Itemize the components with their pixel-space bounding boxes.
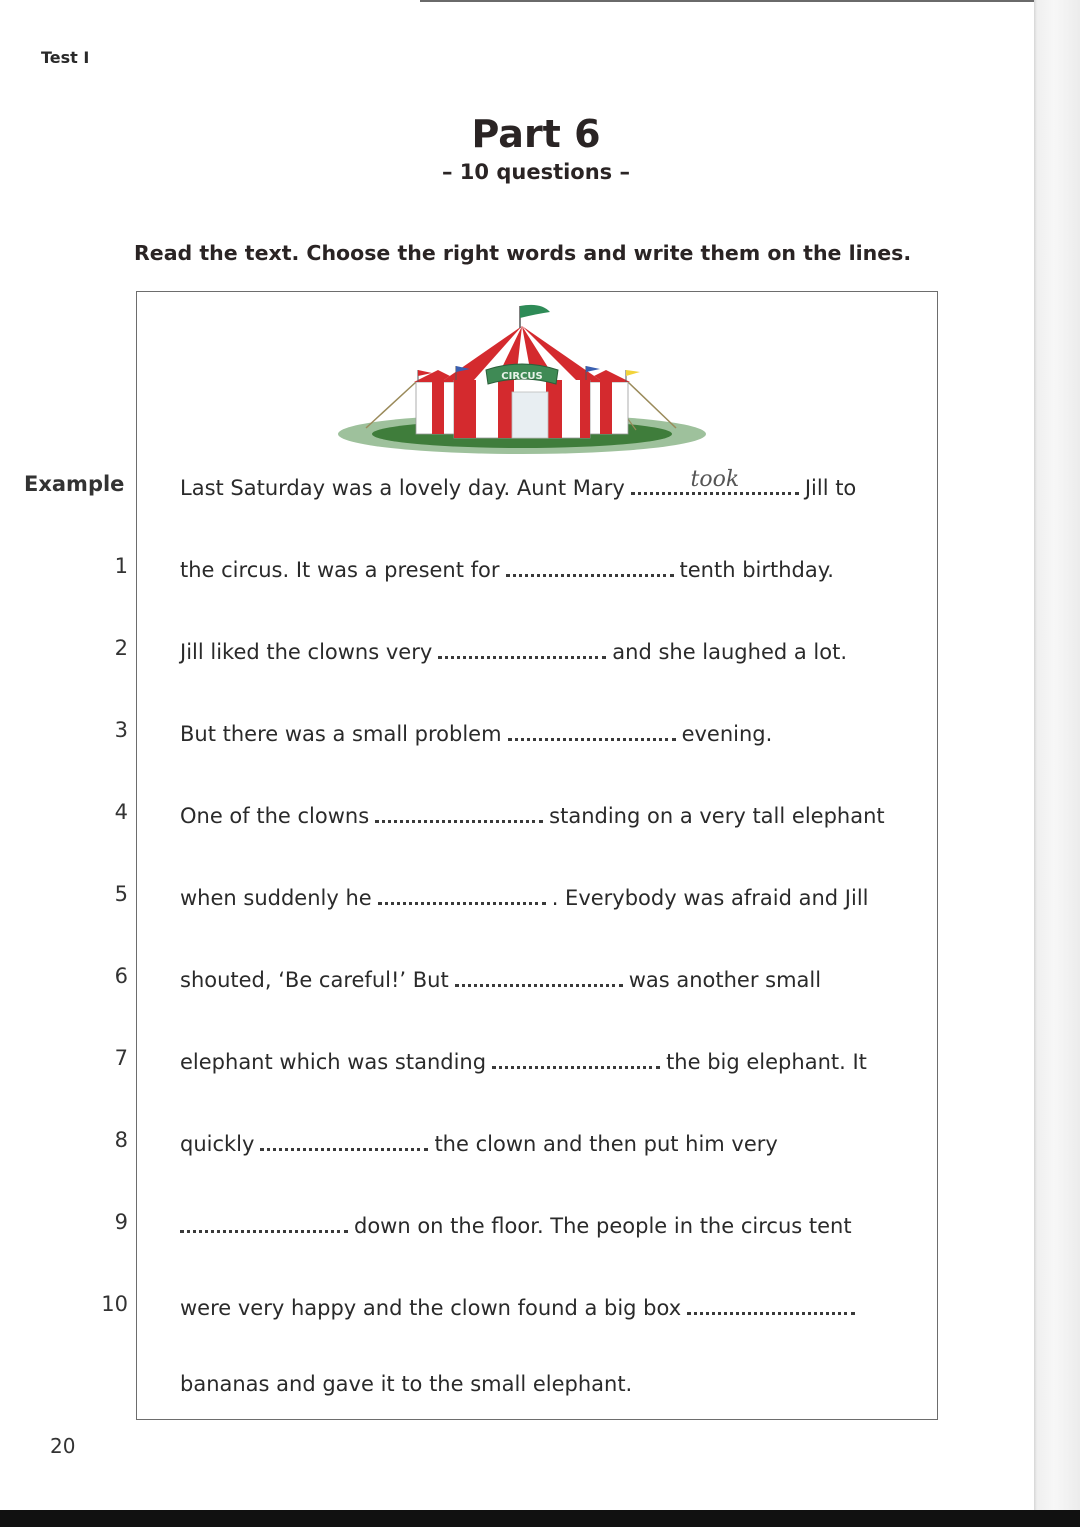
question-number-7: 7 xyxy=(114,1046,128,1070)
circus-tent-illustration xyxy=(336,300,708,460)
question-number-8: 8 xyxy=(114,1128,128,1152)
exercise-box xyxy=(136,291,938,1420)
answer-blank-3[interactable] xyxy=(508,716,676,741)
question-number-10: 10 xyxy=(101,1292,128,1316)
page-subtitle: – 10 questions – xyxy=(442,160,630,184)
line-text-before: Jill liked the clowns very xyxy=(180,640,433,664)
line-text-after: tenth birthday. xyxy=(679,558,834,582)
answer-blank-example[interactable] xyxy=(631,467,799,495)
text-line-9 xyxy=(180,1208,920,1238)
line-text-before: elephant which was standing xyxy=(180,1050,487,1074)
page-top-edge xyxy=(420,0,1040,2)
test-label: Test I xyxy=(41,48,90,67)
scan-bottom-edge xyxy=(0,1510,1080,1527)
line-text-before: Last Saturday was a lovely day. Aunt Mary xyxy=(180,476,625,500)
line-text-after: the clown and then put him very xyxy=(434,1132,778,1156)
question-number-3: 3 xyxy=(114,718,128,742)
line-text-after: and she laughed a lot. xyxy=(612,640,848,664)
question-number-1: 1 xyxy=(114,554,128,578)
text-line-5 xyxy=(180,880,920,910)
text-line-3 xyxy=(180,716,920,746)
text-line-4 xyxy=(180,798,920,828)
line-text-before: quickly xyxy=(180,1132,255,1156)
answer-blank-10[interactable] xyxy=(687,1290,855,1315)
line-text-after: . Everybody was afraid and Jill xyxy=(551,886,869,910)
question-number-6: 6 xyxy=(114,964,128,988)
text-line-10 xyxy=(180,1290,920,1320)
answer-blank-2[interactable] xyxy=(438,634,606,659)
line-text-after: was another small xyxy=(628,968,822,992)
answer-blank-4[interactable] xyxy=(375,798,543,823)
example-label: Example xyxy=(24,472,125,496)
answer-blank-9[interactable] xyxy=(180,1208,348,1233)
answer-blank-1[interactable] xyxy=(506,552,674,577)
line-text-after: the big elephant. It xyxy=(666,1050,867,1074)
line-text-after: evening. xyxy=(681,722,773,746)
text-line-8 xyxy=(180,1126,920,1156)
line-text-after: Jill to xyxy=(804,476,857,500)
line-text-before: bananas and gave it to the small elephant. xyxy=(180,1372,633,1396)
answer-blank-8[interactable] xyxy=(260,1126,428,1151)
line-text-before: One of the clowns xyxy=(180,804,370,828)
line-text-after: down on the floor. The people in the circus tent xyxy=(354,1214,852,1238)
line-text-before: shouted, ‘Be careful!’ But xyxy=(180,968,449,992)
question-number-5: 5 xyxy=(114,882,128,906)
page-fold-shadow xyxy=(1034,0,1080,1510)
answer-blank-5[interactable] xyxy=(378,880,546,905)
question-number-4: 4 xyxy=(114,800,128,824)
text-line-7 xyxy=(180,1044,920,1074)
answer-blank-6[interactable] xyxy=(455,962,623,987)
tent-sign-text: CIRCUS xyxy=(501,371,543,382)
line-text-before: But there was a small problem xyxy=(180,722,502,746)
text-line-1 xyxy=(180,552,920,582)
question-number-2: 2 xyxy=(114,636,128,660)
text-line-6 xyxy=(180,962,920,992)
answer-blank-7[interactable] xyxy=(492,1044,660,1069)
text-line-final xyxy=(180,1372,920,1396)
line-text-before: the circus. It was a present for xyxy=(180,558,500,582)
line-text-before: when suddenly he xyxy=(180,886,372,910)
page-number: 20 xyxy=(50,1434,76,1458)
question-number-9: 9 xyxy=(114,1210,128,1234)
example-answer: took xyxy=(690,467,740,492)
instruction-text: Read the text. Choose the right words and write them on the lines. xyxy=(134,241,912,265)
line-text-after: standing on a very tall elephant xyxy=(549,804,885,828)
page-title: Part 6 xyxy=(471,112,601,156)
line-text-before: were very happy and the clown found a big box xyxy=(180,1296,682,1320)
text-line-example xyxy=(180,467,920,500)
text-line-2 xyxy=(180,634,920,664)
